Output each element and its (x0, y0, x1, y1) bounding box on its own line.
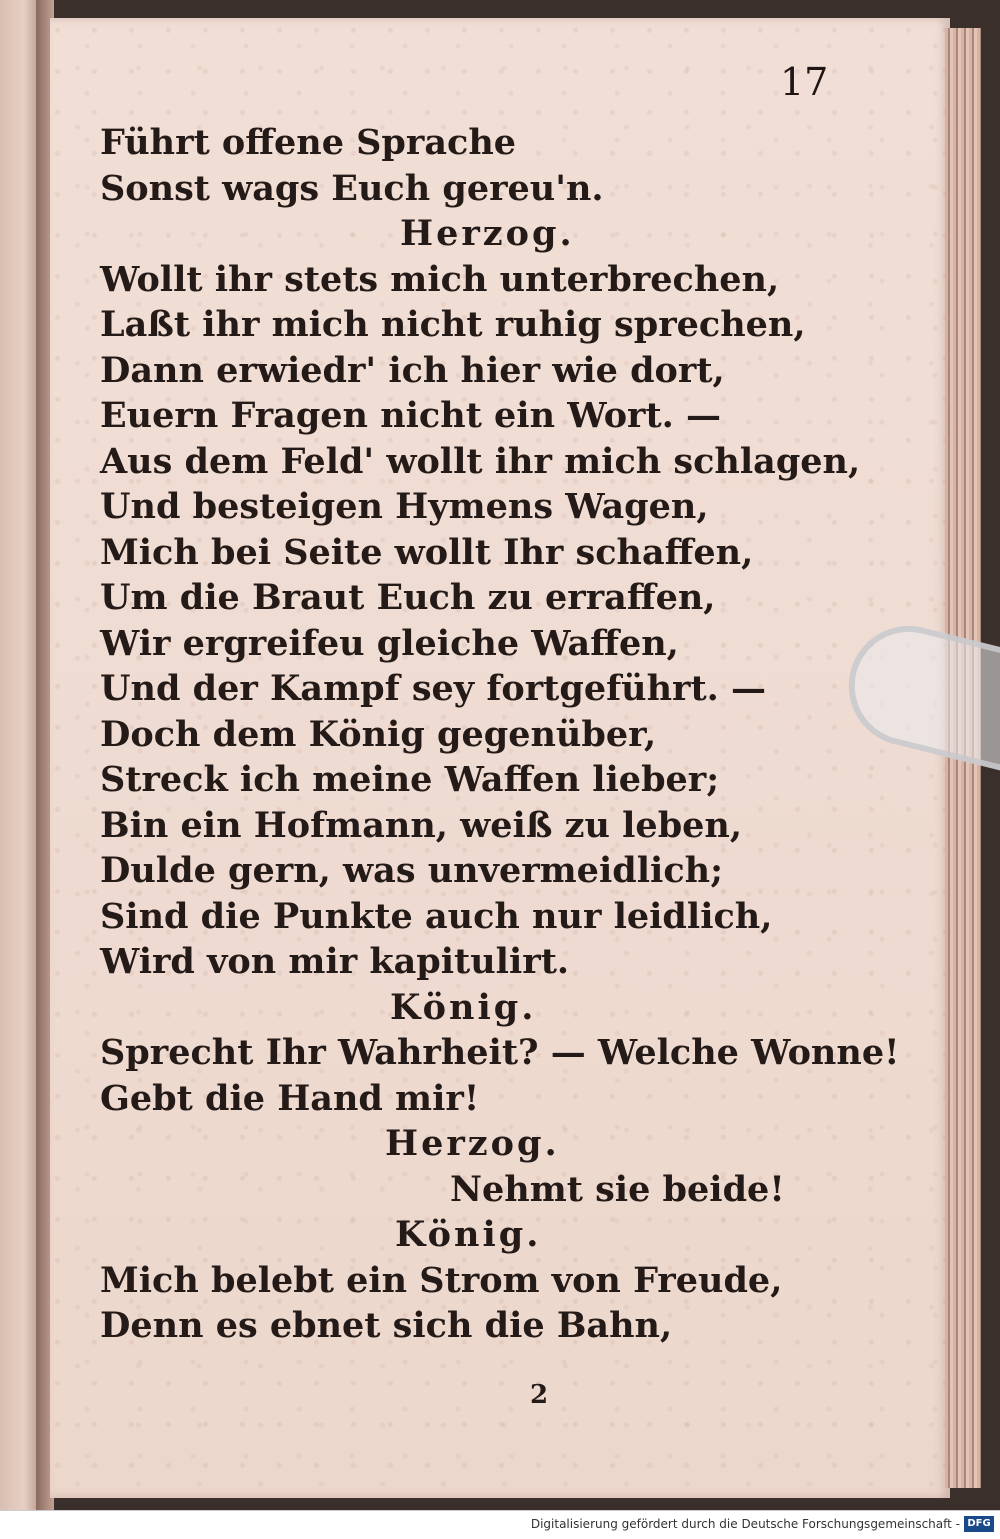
verse-line: Dulde gern, was unvermeidlich; (100, 850, 723, 891)
verse-line: Mich belebt ein Strom von Freude, (100, 1259, 783, 1301)
funding-credit: Digitalisierung gefördert durch die Deutsche Forschungsgemeinschaft - (530, 1517, 960, 1531)
verse-line: Führt offene Sprache (100, 122, 517, 163)
left-page-edge (0, 0, 40, 1510)
verse-line: Aus dem Feld' wollt ihr mich schlagen, (100, 440, 861, 482)
verse-line: Streck ich meine Waffen lieber; (100, 759, 720, 800)
speaker-name: Herzog. (385, 1123, 560, 1164)
verse-line: Laßt ihr mich nicht ruhig sprechen, (100, 304, 806, 345)
verse-line: Sind die Punkte auch nur leidlich, (100, 895, 773, 937)
verse-line: Um die Braut Euch zu erraffen, (100, 577, 716, 618)
signature-mark: 2 (530, 1380, 549, 1410)
verse-line: Euern Fragen nicht ein Wort. — (100, 395, 722, 436)
verse-line: Und der Kampf sey fortgeführt. — (100, 668, 767, 709)
page-number: 17 (780, 60, 829, 104)
verse-line: Wir ergreifeu gleiche Waffen, (100, 622, 679, 664)
speaker-name: König. (395, 1214, 542, 1255)
verse-line: Dann erwiedr' ich hier wie dort, (100, 349, 725, 391)
verse-line: Denn es ebnet sich die Bahn, (100, 1305, 673, 1346)
verse-line: Sonst wags Euch gereu'n. (100, 167, 604, 209)
verse-text-block (100, 120, 900, 1349)
speaker-name: Herzog. (400, 213, 575, 254)
verse-line: Wird von mir kapitulirt. (100, 941, 570, 982)
verse-line: Mich bei Seite wollt Ihr schaffen, (100, 531, 754, 573)
verse-line: Gebt die Hand mir! (100, 1077, 480, 1119)
verse-line: Sprecht Ihr Wahrheit? — Welche Wonne! (100, 1032, 900, 1073)
speaker-name: König. (390, 986, 537, 1028)
verse-line: Doch dem König gegenüber, (100, 713, 657, 755)
footer-bar (0, 1510, 1000, 1539)
verse-line: Nehmt sie beide! (450, 1168, 785, 1210)
verse-line: Wollt ihr stets mich unterbrechen, (100, 258, 780, 300)
verse-line: Bin ein Hofmann, weiß zu leben, (100, 804, 743, 846)
verse-line: Und besteigen Hymens Wagen, (100, 486, 709, 527)
dfg-logo: DFG (964, 1516, 994, 1532)
